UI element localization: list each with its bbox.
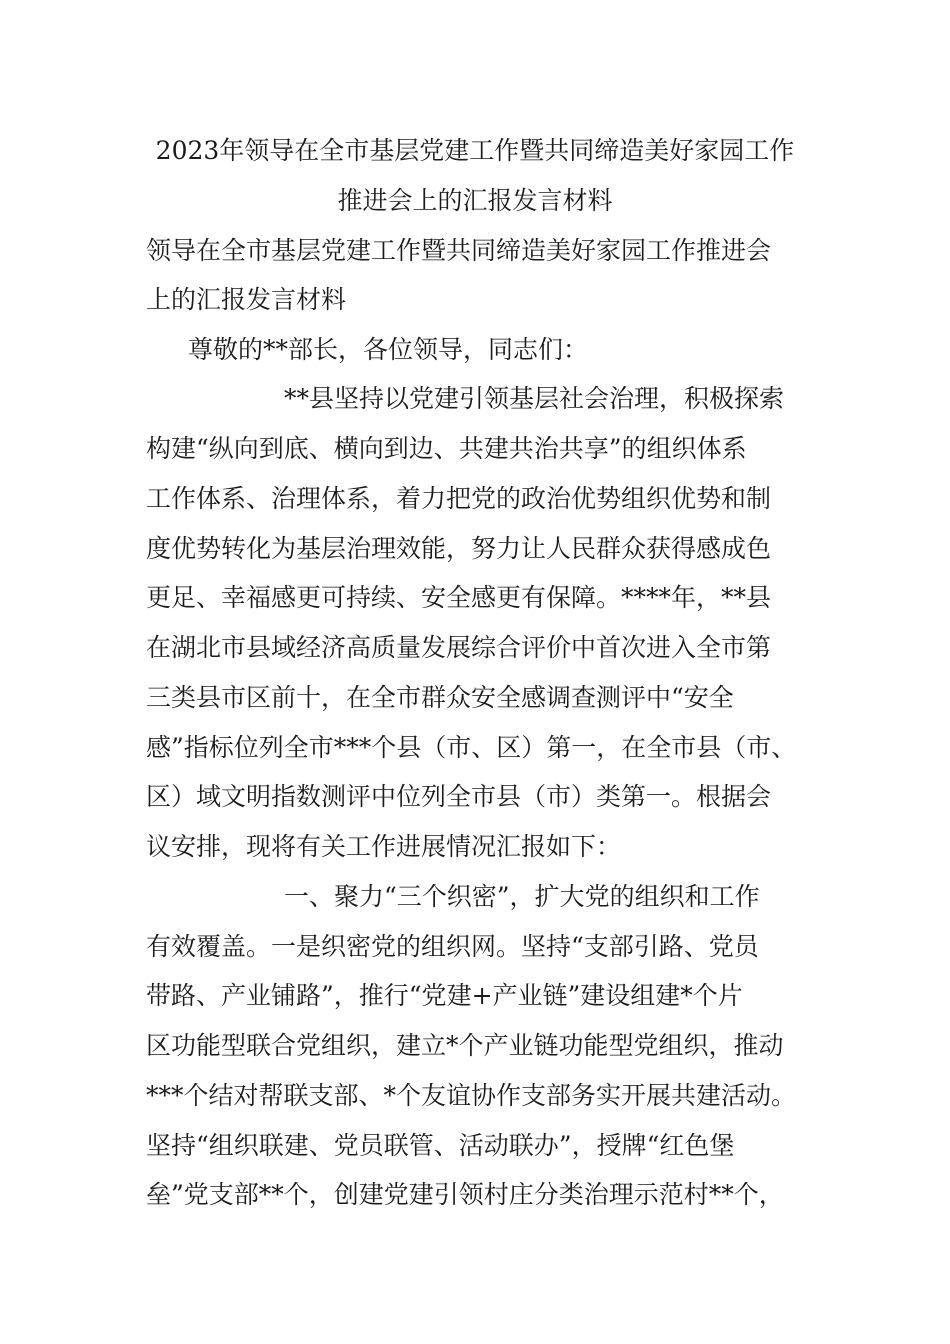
document-title-line-2: 推进会上的汇报发言材料 <box>337 186 613 215</box>
body-line: 议安排，现将有关工作进展情况汇报如下： <box>146 832 622 861</box>
body-line: 构建“纵向到底、横向到边、共建共治共享”的组织体系 <box>146 434 747 463</box>
body-line: 三类县市区前十，在全市群众安全感调查测评中“安全 <box>146 683 734 712</box>
salutation: 尊敬的**部长，各位领导，同志们： <box>188 335 589 364</box>
body-line: 区）域文明指数测评中位列全市县（市）类第一。根据会 <box>146 782 772 811</box>
body-line: 在湖北市县域经济高质量发展综合评价中首次进入全市第 <box>146 633 772 662</box>
body-line: 更足、幸福感更可持续、安全感更有保障。****年，**县 <box>146 583 772 612</box>
section-heading-line: 一、聚力“三个织密”，扩大党的组织和工作 <box>284 882 760 911</box>
body-line: 区功能型联合党组织，建立*个产业链功能型党组织，推动 <box>146 1031 784 1060</box>
body-line: **县坚持以党建引领基层社会治理，积极探索 <box>284 384 785 413</box>
body-line: 度优势转化为基层治理效能，努力让人民群众获得感成色 <box>146 534 772 563</box>
body-line: 感”指标位列全市***个县（市、区）第一，在全市县（市、 <box>146 733 797 762</box>
body-line: 垒”党支部**个，创建党建引领村庄分类治理示范村**个， <box>146 1180 784 1209</box>
body-line: 坚持“组织联建、党员联管、活动联办”，授牌“红色堡 <box>146 1131 735 1160</box>
body-line: 带路、产业铺路”，推行“党建+产业链”建设组建*个片 <box>146 981 743 1010</box>
subtitle-line: 上的汇报发言材料 <box>146 285 347 314</box>
body-line: 有效覆盖。一是织密党的组织网。坚持“支部引路、党员 <box>146 932 759 961</box>
subtitle-line: 领导在全市基层党建工作暨共同缔造美好家园工作推进会 <box>146 236 772 265</box>
body-line: 工作体系、治理体系，着力把党的政治优势组织优势和制 <box>146 484 772 513</box>
body-line: ***个结对帮联支部、*个友谊协作支部务实开展共建活动。 <box>146 1081 797 1110</box>
document-title-line-1: 2023年领导在全市基层党建工作暨共同缔造美好家园工作 <box>155 136 795 165</box>
